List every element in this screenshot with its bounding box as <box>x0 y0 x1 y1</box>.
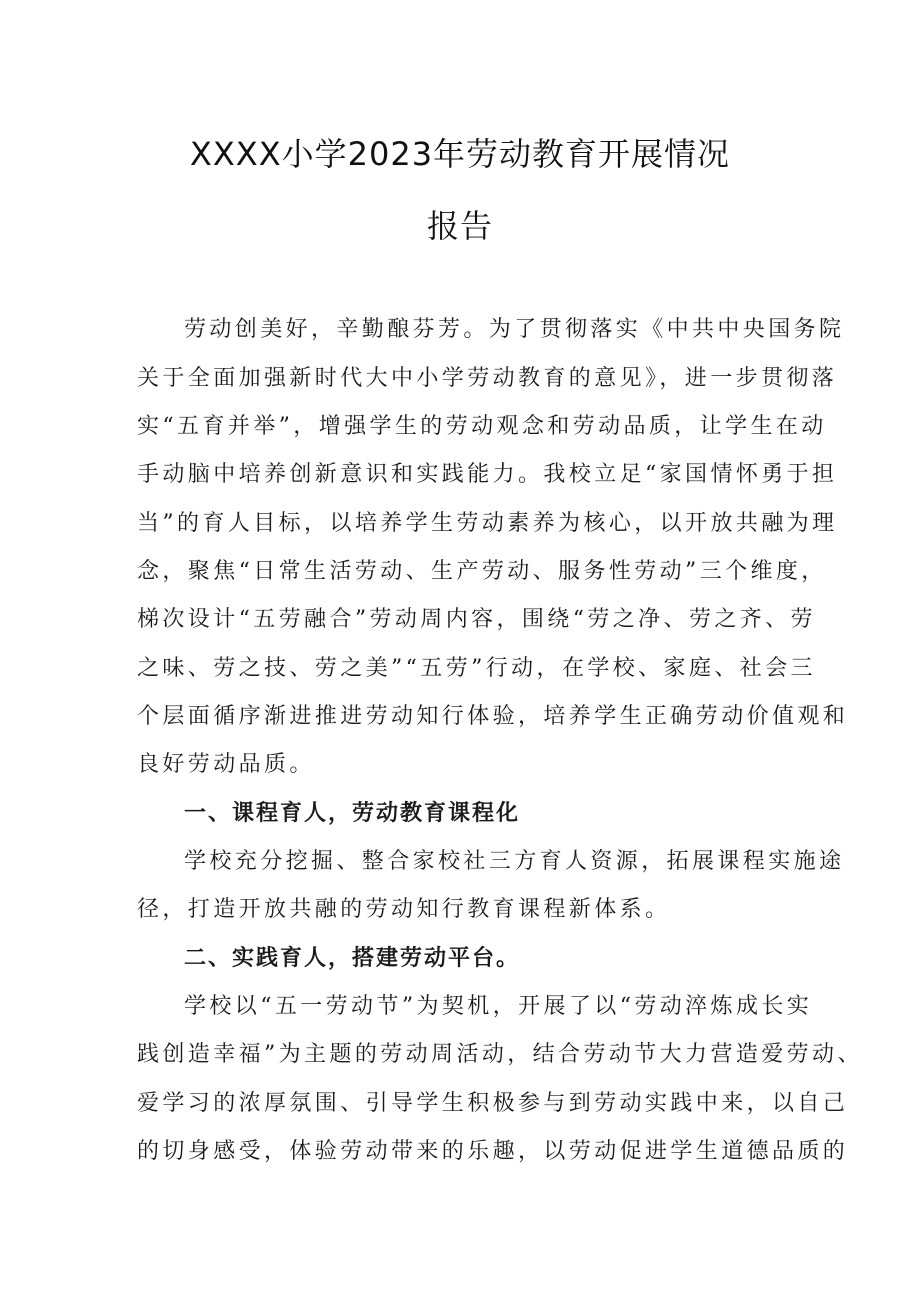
document-title-line-1: XXXX小学2023年劳动教育开展情况 <box>189 135 731 173</box>
section-heading-2: 二、实践育人，搭建劳动平台。 <box>184 946 521 971</box>
intro-paragraph-line: 个层面循序渐进推进劳动知行体验，培养学生正确劳动价值观和 <box>137 704 849 729</box>
intro-paragraph-line: 之味、劳之技、劳之美”“五劳”行动，在学校、家庭、社会三 <box>137 656 816 681</box>
section-heading-1: 一、课程育人，劳动教育课程化 <box>184 801 521 826</box>
section-2-paragraph-line: 践创造幸福”为主题的劳动周活动，结合劳动节大力营造爱劳动、 <box>137 1042 863 1067</box>
section-1-paragraph-line: 径，打造开放共融的劳动知行教育课程新体系。 <box>137 897 671 922</box>
section-2-paragraph-line: 的切身感受，体验劳动带来的乐趣，以劳动促进学生道德品质的 <box>137 1139 849 1164</box>
section-2-paragraph-line: 学校以“五一劳动节”为契机，开展了以“劳动淬炼成长实 <box>184 994 813 1019</box>
intro-paragraph-line: 当”的育人目标，以培养学生劳动素养为核心，以开放共融为理 <box>137 511 838 536</box>
section-1-paragraph-line: 学校充分挖掘、整合家校社三方育人资源，拓展课程实施途 <box>184 849 845 874</box>
intro-paragraph-line: 良好劳动品质。 <box>137 752 315 777</box>
intro-paragraph-line: 梯次设计“五劳融合”劳动周内容，围绕“劳之净、劳之齐、劳 <box>137 607 816 632</box>
intro-paragraph-line: 关于全面加强新时代大中小学劳动教育的意见》，进一步贯彻落 <box>137 366 838 391</box>
section-2-paragraph-line: 爱学习的浓厚氛围、引导学生积极参与到劳动实践中来，以自己 <box>137 1091 849 1116</box>
intro-paragraph-line: 劳动创美好，辛勤酿芬芳。为了贯彻落实《中共中央国务院 <box>184 317 845 342</box>
intro-paragraph-line: 手动脑中培养创新意识和实践能力。我校立足“家国情怀勇于担 <box>137 462 838 487</box>
intro-paragraph-line: 念，聚焦“日常生活劳动、生产劳动、服务性劳动”三个维度， <box>137 559 827 584</box>
intro-paragraph-line: 实“五育并举”，增强学生的劳动观念和劳动品质，让学生在动 <box>137 414 827 439</box>
document-title-line-2: 报告 <box>426 207 493 245</box>
